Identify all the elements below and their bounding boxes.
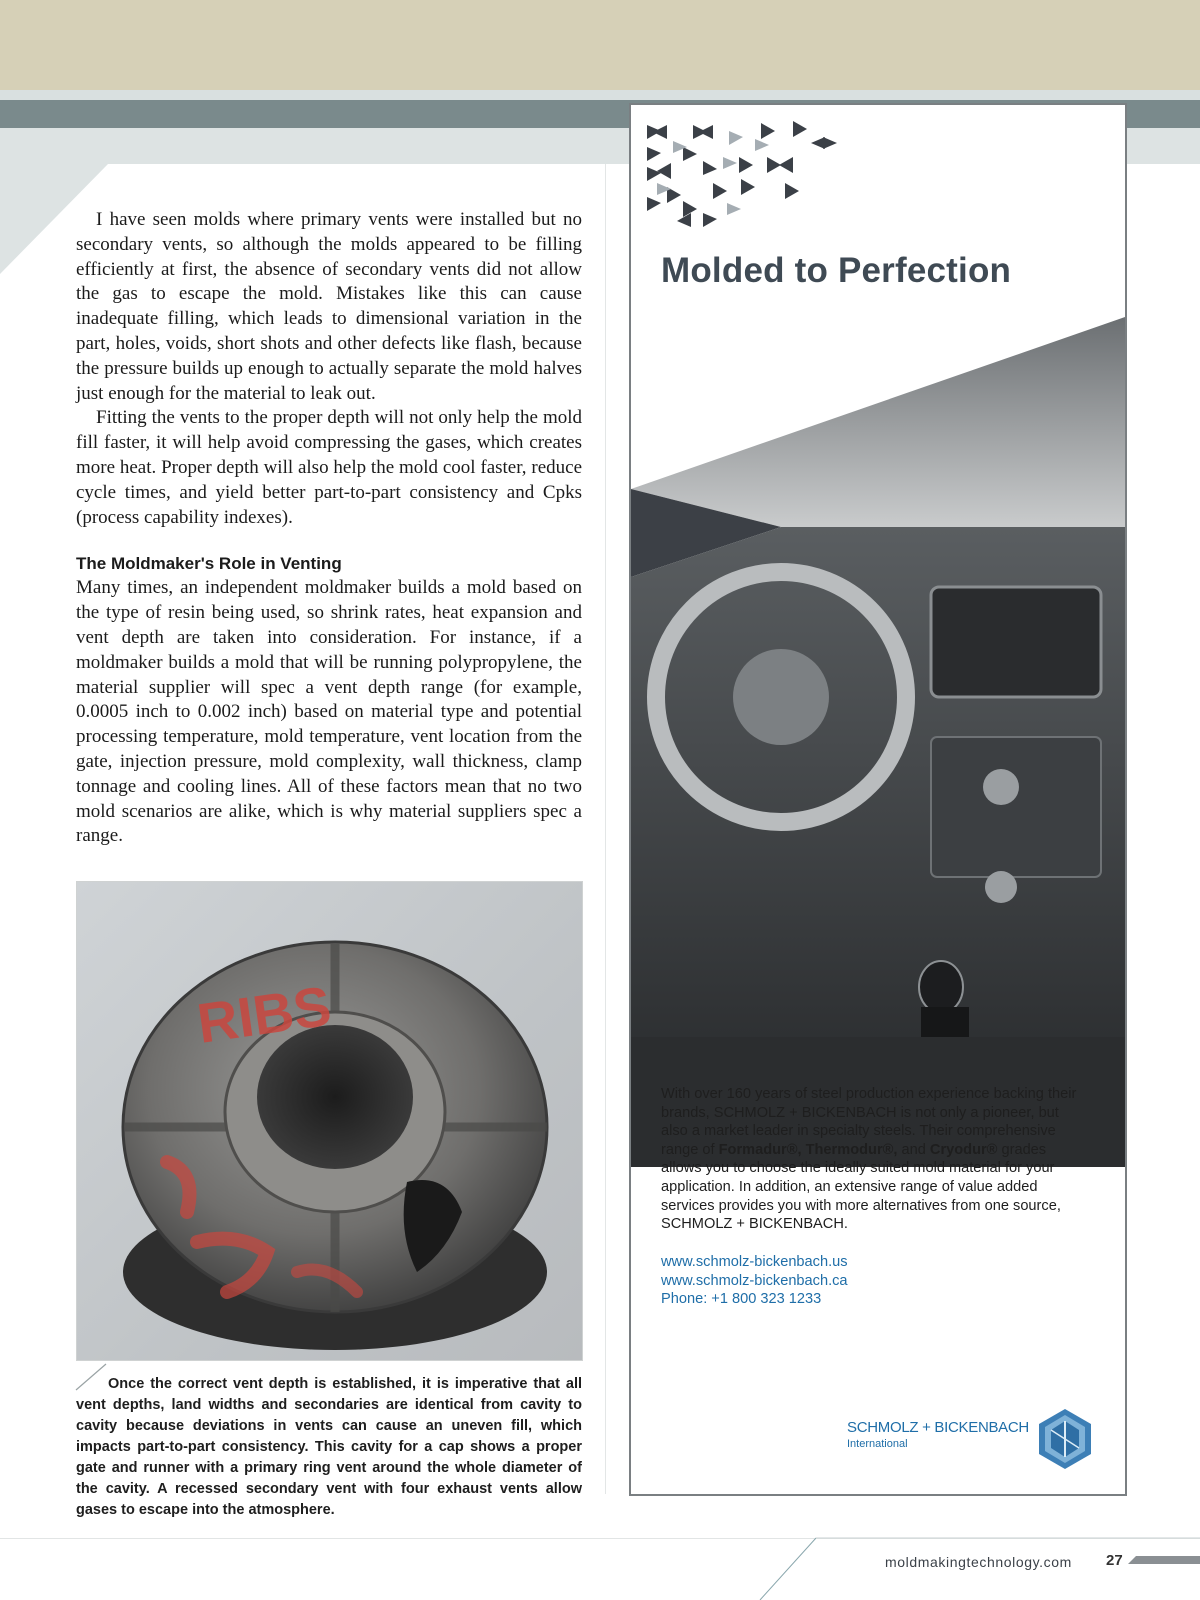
header-stripe xyxy=(0,90,1200,100)
caption-text: Once the correct vent depth is established, it is imperative that all vent depths, land widths and secondaries are identical from cavity to cavity because deviations in vents can cause an uneven fill, which impacts part-to-part consistency. This cavity for a cap shows a proper gate and runner with a primary ring vent around the whole diameter of the cavity. A recessed secondary vent with four exhaust vents allow gases to escape into the atmosphere. xyxy=(76,1376,582,1518)
car-interior-image xyxy=(631,317,1125,1177)
section-heading: The Moldmaker's Role in Venting xyxy=(76,554,342,574)
article-body xyxy=(76,208,582,849)
ad-body-text: With over 160 years of steel production experience backing their brands, SCHMOLZ + BICKENBACH is not only a pioneer, but also a market leader in specialty steels. Their comprehensive range of Formadur®, Thermodur®, and Cryodur® grades allows you to choose the ideally suited mold material for your application. In addition, an extensive range of value added services provides you with more alternatives from one source, SCHMOLZ + BICKENBACH. xyxy=(661,1086,1077,1233)
article-paragraph-2: Fitting the vents to the proper depth will not only help the mold fill faster, it will help avoid compressing the gases, which creates more heat. Proper depth will also help the mold cool faster, reduce cycle times, and yield better part-to-part consistency and Cpks (process capability indexes). xyxy=(76,407,582,528)
article-paragraph-1: I have seen molds where primary vents were installed but no secondary vents, so although the molds appeared to be filling efficiently at first, the absence of secondary vents did not allow the gas to escape the mold. Mistakes like this can cause inadequate filling, which leads to dimensional variation in the part, holes, voids, short shots and other defects like flash, because the pressure builds up enough to actually separate the mold halves just enough for the material to leak out. xyxy=(76,209,582,404)
mold-cavity-photo xyxy=(76,881,583,1361)
ad-contact xyxy=(661,1253,848,1309)
brand-thermodur: Thermodur®, xyxy=(805,1141,898,1158)
ad-title: Molded to Perfection xyxy=(661,251,1012,290)
column-divider xyxy=(605,164,606,1494)
brand-formadur: Formadur®, xyxy=(718,1141,802,1158)
photo-caption xyxy=(76,1374,582,1521)
article-paragraph-3: Many times, an independent moldmaker builds a mold based on the type of resin being used, so shrink rates, heat expansion and vent depth are taken into consideration. For instance, if a moldmaker builds a mold that will be running polypropylene, the material supplier will spec a vent depth range (for example, 0.0005 inch to 0.002 inch) based on material type and potential processing temperature, mold temperature, vent location from the gate, injection pressure, mold complexity, wall thickness, clamp tonnage and cooling lines. All of these factors mean that no two mold scenarios are alike, which is why material suppliers spec a range. xyxy=(76,577,582,847)
brand-cryodur: Cryodur® xyxy=(929,1141,998,1158)
mold-insert-illustration xyxy=(77,882,582,1360)
link-ca[interactable]: www.schmolz-bickenbach.ca xyxy=(661,1272,848,1289)
advertisement xyxy=(629,103,1127,1496)
footer-site[interactable]: moldmakingtechnology.com xyxy=(885,1554,1072,1570)
logo-name: SCHMOLZ + BICKENBACH xyxy=(847,1419,1029,1436)
logo-subtitle: International xyxy=(847,1438,908,1450)
link-us[interactable]: www.schmolz-bickenbach.us xyxy=(661,1254,848,1270)
phone-number: Phone: +1 800 323 1233 xyxy=(661,1291,822,1308)
triangle-pattern-icon xyxy=(643,117,853,237)
schmolz-bickenbach-logo-icon xyxy=(1037,1407,1093,1471)
header-band xyxy=(0,0,1200,90)
company-logo-text xyxy=(847,1419,1029,1450)
page-number: 27 xyxy=(1106,1552,1123,1569)
ribs-marking: RIBS xyxy=(193,973,335,1055)
